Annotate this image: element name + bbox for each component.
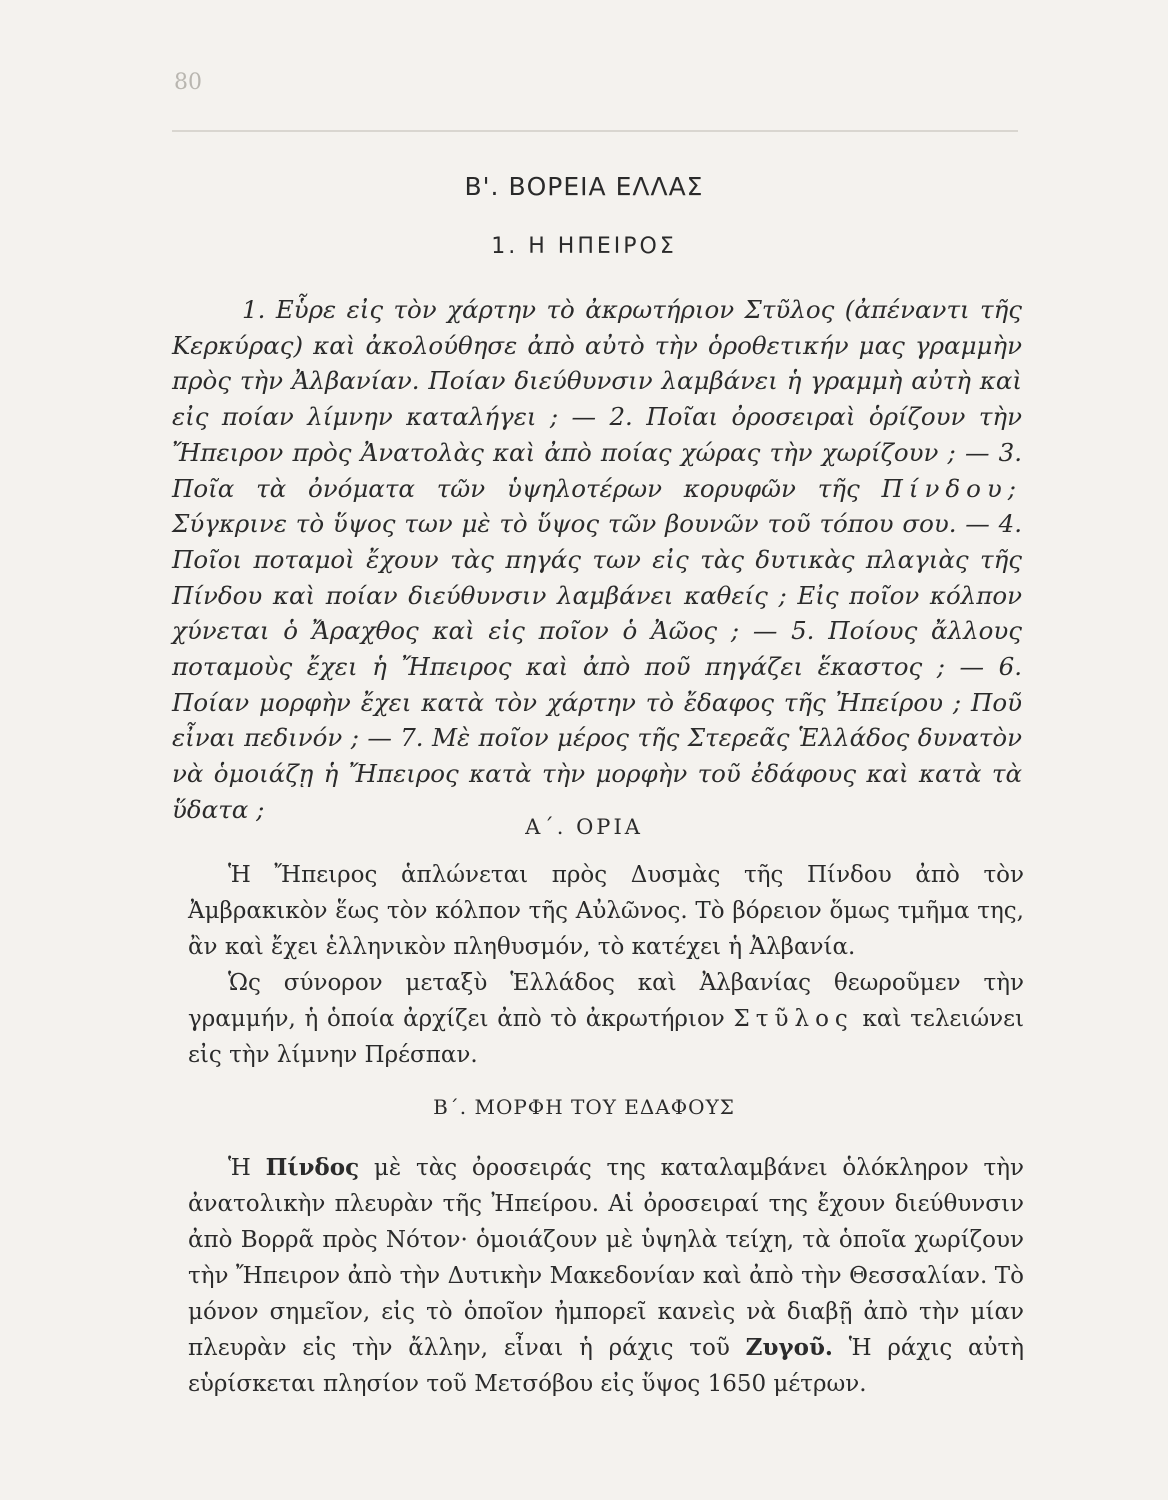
- zygos-bold: Ζυγοῦ.: [745, 1334, 833, 1361]
- chapter-title: 1. Η ΗΠΕΙΡΟΣ: [491, 234, 677, 259]
- pindos-spaced: Πίνδου;: [881, 473, 1022, 503]
- para2-before: Ὡς σύνορον μεταξὺ Ἑλλάδος καὶ Ἀλβανίας θεωροῦμεν τὴν γραμμήν, ἡ ὁποία ἀρχίζει ἀπὸ τὸ ἀκρωτήριον: [188, 970, 1024, 1032]
- bleed-through-rule: [172, 130, 1018, 132]
- subheading-terrain: Β΄. ΜΟΡΦΗ ΤΟΥ ΕΔΑΦΟΥΣ: [433, 1095, 735, 1119]
- para3-start: Ἡ: [228, 1155, 251, 1181]
- subheading-borders: Α΄. ΟΡΙΑ: [525, 815, 643, 839]
- section-title: Β'. ΒΟΡΕΙΑ ΕΛΛΑΣ: [464, 172, 704, 201]
- exercises-part-1: 1. Εὗρε εἰς τὸν χάρτην τὸ ἀκρωτήριον Στῦλος (ἀπέναντι τῆς Κερκύρας) καὶ ἀκολούθησε ἀπὸ αὐτὸ τὴν ὁροθετικήν μας γραμμὴν πρὸς τὴν Ἀλβανίαν. Ποίαν διεύθυνσιν λαμβάνει ἡ γραμμὴ αὐτὴ καὶ εἰς ποίαν λίμνην καταλήγει ; — 2. Ποῖαι ὀροσειραὶ ὁρίζουν τὴν Ἤπειρον πρὸς Ἀνατολὰς καὶ ἀπὸ ποίας χώρας τὴν χωρίζουν ; — 3. Ποῖα τὰ ὀνόματα τῶν ὑψηλοτέρων κορυφῶν τῆς: [172, 295, 1022, 503]
- page-number: 80: [174, 70, 202, 95]
- pindos-bold: Πίνδος: [265, 1154, 360, 1181]
- exercise-questions: [172, 292, 1022, 828]
- paragraph-borders-1: Ἡ Ἤπειρος ἁπλώνεται πρὸς Δυσμὰς τῆς Πίνδου ἀπὸ τὸν Ἀμβρακικὸν ἕως τὸν κόλπον τῆς Αὐλῶνος. Τὸ βόρειον ὅμως τμῆμα της, ἂν καὶ ἔχει ἑλληνικὸν πληθυσμόν, τὸ κατέχει ἡ Ἀλβανία.: [188, 862, 1024, 960]
- para2-after: καὶ τελειώνει εἰς τὴν λίμνην Πρέσπαν.: [188, 1006, 1025, 1068]
- para3-end: Ἡ ράχις αὐτὴ εὑρίσκεται πλησίον τοῦ Μετσόβου εἰς ὕψος 1650 μέτρων.: [188, 1335, 1025, 1397]
- paragraph-borders-2: [188, 965, 1024, 1073]
- stylos-spaced: Στῦλος: [733, 1006, 854, 1032]
- para3-mid: μὲ τὰς ὀροσειράς της καταλαμβάνει ὁλόκληρον τὴν ἀνατολικὴν πλευρὰν τῆς Ἠπείρου. Αἱ ὀροσειραί της ἔχουν διεύθυνσιν ἀπὸ Βορρᾶ πρὸς Νότον· ὁμοιάζουν μὲ ὑψηλὰ τείχη, τὰ ὁποῖα χωρίζουν τὴν Ἤπειρον ἀπὸ τὴν Δυτικὴν Μακεδονίαν καὶ ἀπὸ τὴν Θεσσαλίαν. Τὸ μόνον σημεῖον, εἰς τὸ ὁποῖον ἠμπορεῖ κανεὶς νὰ διαβῇ ἀπὸ τὴν μίαν πλευρὰν εἰς τὴν ἄλλην, εἶναι ἡ ράχις τοῦ: [188, 1155, 1025, 1361]
- paragraph-terrain: [188, 1150, 1024, 1402]
- exercises-part-2: Σύγκρινε τὸ ὕψος των μὲ τὸ ὕψος τῶν βουνῶν τοῦ τόπου σου. — 4. Ποῖοι ποταμοὶ ἔχουν τὰς πηγάς των εἰς τὰς δυτικὰς πλαγιὰς τῆς Πίνδου καὶ ποίαν διεύθυνσιν λαμβάνει καθείς ; Εἰς ποῖον κόλπον χύνεται ὁ Ἄραχθος καὶ εἰς ποῖον ὁ Ἀῶος ; — 5. Ποίους ἄλλους ποταμοὺς ἔχει ἡ Ἤπειρος καὶ ἀπὸ ποῦ πηγάζει ἕκαστος ; — 6. Ποίαν μορφὴν ἔχει κατὰ τὸν χάρτην τὸ ἔδαφος τῆς Ἠπείρου ; Ποῦ εἶναι πεδινόν ; — 7. Μὲ ποῖον μέρος τῆς Στερεᾶς Ἑλλάδος δυνατὸν νὰ ὁμοιάζῃ ἡ Ἤπειρος κατὰ τὴν μορφὴν τοῦ ἐδάφους καὶ κατὰ τὰ ὕδατα ;: [172, 509, 1022, 824]
